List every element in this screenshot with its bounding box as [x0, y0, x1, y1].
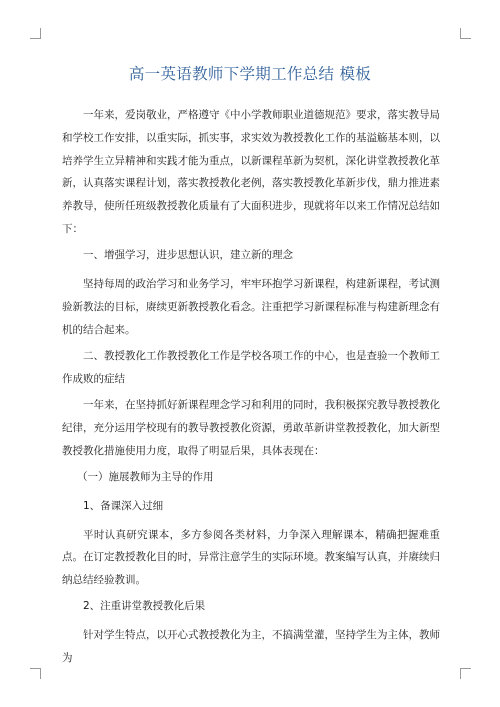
- body-paragraph: 一年来，在坚持抓好新课程理念学习和利用的同时，我积极探究教导教授教化纪律，充分运用学校现有的教导教授教化资源，勇敢革新讲堂教授教化，加大新型教授教化措施使用力度，取得了明显后果，具体表现在：: [62, 399, 440, 457]
- section-heading-1: 一、增强学习，进步思想认识，建立新的理念: [83, 249, 293, 262]
- page-corner-mark-top-left: [30, 28, 41, 39]
- page-corner-mark-bottom-right: [460, 668, 471, 679]
- document-title: 高一英语教师下学期工作总结 模板: [128, 65, 372, 83]
- body-paragraph: 平时认真研究课本，多方参阅各类材料，力争深入理解课本，精确把握难重点。在订定教授教化目的时，异常注意学生的实际环境。教案编写认真，并赓续归纳总结经验教训。: [62, 528, 440, 587]
- document-body: [62, 104, 440, 673]
- item-heading-2: 2、注重讲堂教授教化后果: [83, 600, 206, 613]
- section-heading-2: 二、教授教化工作教授教化工作是学校各项工作的中心，也是查验一个教师工作成败的症结: [62, 349, 440, 385]
- item-heading-1: 1、备课深入过细: [83, 499, 164, 512]
- subsection-heading: （一）施展教师为主导的作用: [77, 470, 214, 483]
- page-corner-mark-bottom-left: [30, 668, 41, 679]
- page-corner-mark-top-right: [460, 28, 471, 39]
- body-paragraph: 针对学生特点，以开心式教授教化为主，不搞满堂灌，坚持学生为主体，教师为: [62, 629, 440, 665]
- body-paragraph: 坚持每周的政治学习和业务学习，牢牢环抱学习新课程，构建新课程，考试测验新教法的目标，赓续更新教授教化看念。注重把学习新课程标准与构建新理念有机的结合起来。: [62, 278, 440, 336]
- intro-paragraph: 一年来，爱岗敬业，严格遵守《中小学教师职业道德规范》要求，落实教导局和学校工作安排，以重实际，抓实事，求实效为教授教化工作的基溢觞基本则，以培养学生立异精神和实践才能为重点，以新课程革新为契机，深化讲堂教授教化革新，认真落实课程计划，落实教授教化老例，落实教授教化革新步伐，鼎力推进素养教导，使所任班级教授教化质量有了大面积进步，现就将年以来工作情况总结如下：: [62, 109, 440, 235]
